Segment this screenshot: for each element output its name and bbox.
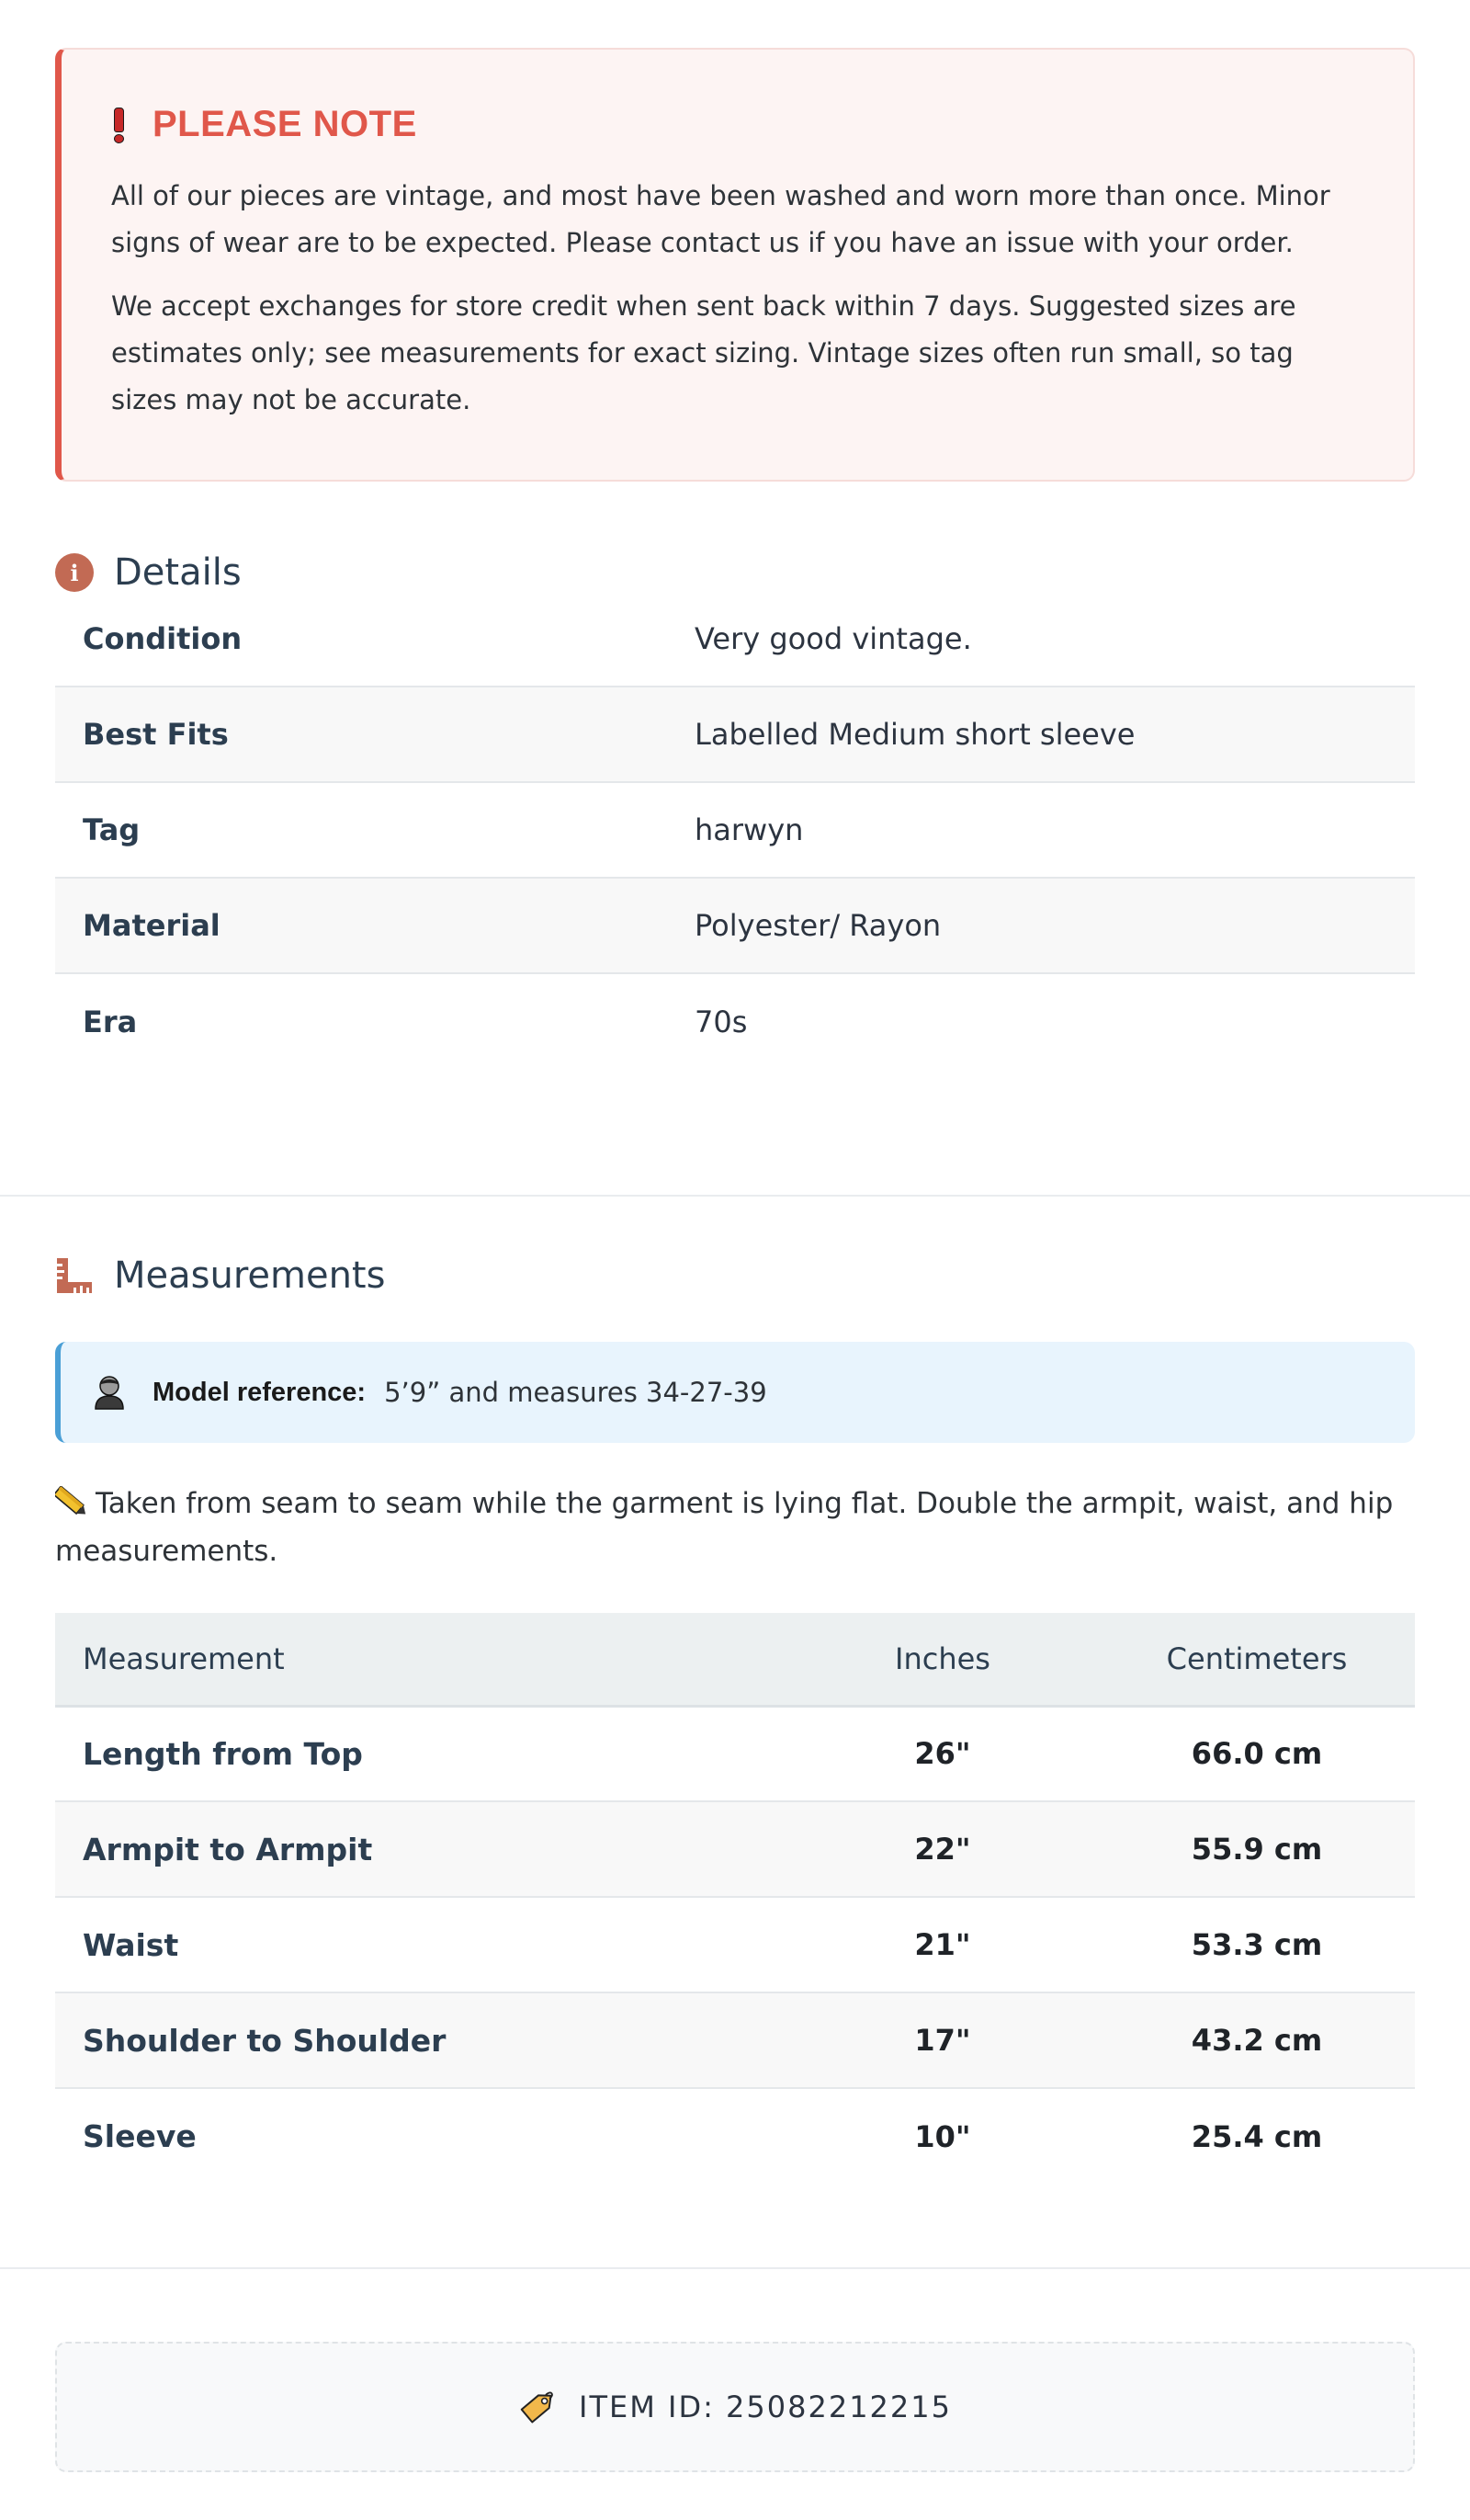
model-reference-label: Model reference: [153, 1377, 367, 1407]
notice-header [111, 103, 1363, 145]
measurement-inches: 26" [786, 1706, 1099, 1801]
measurement-cm: 43.2 cm [1099, 1992, 1415, 2088]
table-header-row [55, 1613, 1415, 1706]
details-row [55, 973, 1415, 1069]
measurement-cm: 55.9 cm [1099, 1801, 1415, 1897]
details-row [55, 878, 1415, 973]
model-reference-box [55, 1342, 1415, 1443]
details-row [55, 687, 1415, 782]
details-label: Best Fits [55, 687, 667, 782]
measurement-cm: 25.4 cm [1191, 2118, 1323, 2154]
table-row [55, 1992, 1415, 2088]
notice-paragraph-2: We accept exchanges for store credit when sent back within 7 days. Suggested sizes are estimates only; see measurements for exact sizing. Vintage sizes often run small, so tag sizes may not be accurate. [111, 290, 1296, 415]
section-divider [0, 1195, 1470, 1197]
measurement-name: Armpit to Armpit [55, 1801, 786, 1897]
details-title: Details [114, 551, 242, 594]
ruler-icon [55, 1256, 94, 1295]
item-id-box [55, 2342, 1415, 2472]
details-value: 70s [695, 1004, 748, 1039]
column-header-measurement: Measurement [55, 1613, 786, 1706]
table-row [55, 1801, 1415, 1897]
details-table [55, 591, 1415, 1069]
measurements-table [55, 1613, 1415, 2184]
details-value: harwyn [667, 782, 1415, 878]
table-row [55, 2088, 1415, 2184]
measurement-name: Waist [55, 1897, 786, 1992]
exclamation-icon [113, 108, 123, 141]
measurement-name: Length from Top [55, 1706, 786, 1801]
details-row [55, 782, 1415, 878]
details-value: Labelled Medium short sleeve [667, 687, 1415, 782]
measurement-name: Shoulder to Shoulder [55, 1992, 786, 2088]
info-icon: i [55, 553, 94, 592]
measurement-cm: 66.0 cm [1099, 1706, 1415, 1801]
measurement-note-text: Taken from seam to seam while the garment is lying flat. Double the armpit, waist, and hip measurements. [55, 1487, 1394, 1568]
model-reference-value: 5’9” and measures 34-27-39 [384, 1377, 767, 1408]
measurement-inches: 21" [786, 1897, 1099, 1992]
notice-paragraph-1: All of our pieces are vintage, and most have been washed and worn more than once. Minor signs of wear are to be expected. Please contact us if you have an issue with your order. [111, 180, 1330, 258]
column-header-centimeters: Centimeters [1099, 1613, 1415, 1706]
column-header-inches: Inches [786, 1613, 1099, 1706]
measurements-header [55, 1248, 385, 1303]
tag-icon [518, 2388, 557, 2426]
measurement-inches: 22" [786, 1801, 1099, 1897]
details-label: Condition [55, 591, 667, 687]
measurements-title: Measurements [114, 1254, 386, 1297]
measurement-name: Sleeve [83, 2118, 197, 2154]
person-icon [94, 1375, 125, 1410]
details-label: Material [55, 878, 667, 973]
measurement-note [55, 1480, 1415, 1575]
table-row [55, 1706, 1415, 1801]
details-value: Very good vintage. [667, 591, 1415, 687]
table-row [55, 1897, 1415, 1992]
section-divider [0, 2267, 1470, 2269]
item-id-label: ITEM ID: 25082212215 [579, 2389, 952, 2424]
details-label: Era [83, 1004, 138, 1039]
details-label: Tag [55, 782, 667, 878]
details-value: Polyester/ Rayon [667, 878, 1415, 973]
measurement-inches: 10" [914, 2118, 971, 2154]
measurement-cm: 53.3 cm [1099, 1897, 1415, 1992]
measurement-inches: 17" [786, 1992, 1099, 2088]
please-note-box [55, 48, 1415, 482]
pencil-icon [55, 1486, 86, 1517]
notice-title: PLEASE NOTE [153, 103, 417, 144]
details-row [55, 591, 1415, 687]
